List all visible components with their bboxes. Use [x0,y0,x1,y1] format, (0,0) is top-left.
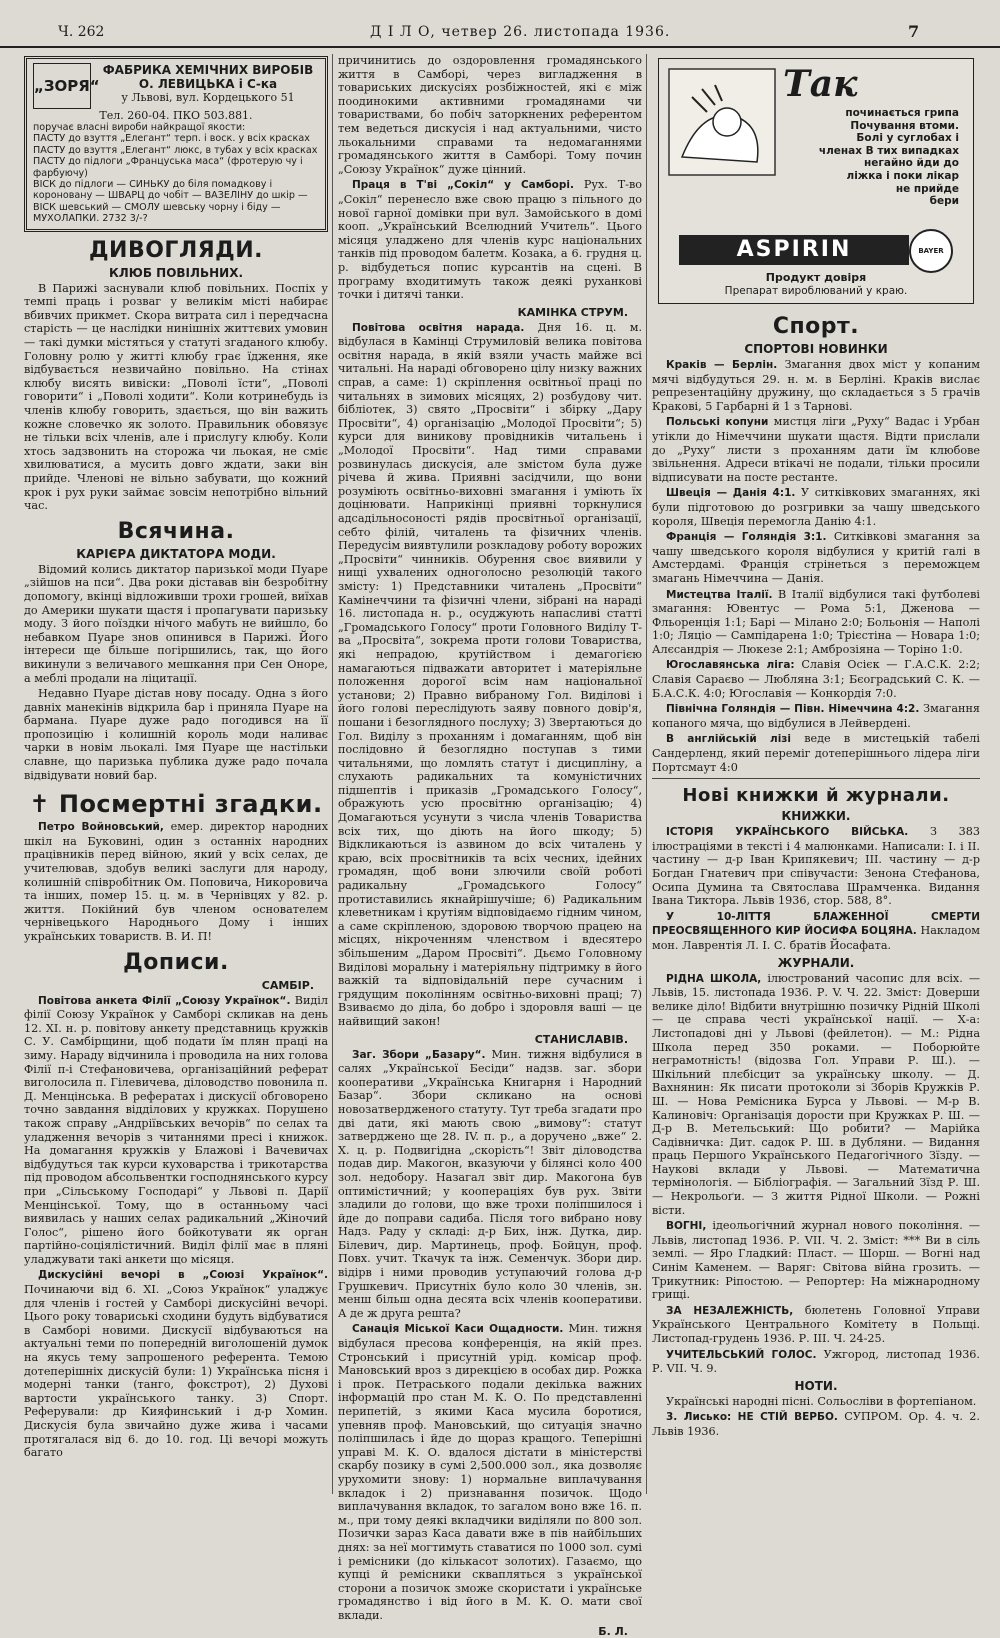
ad-telephone: Тел. 260-04. ПКО 503.881. [99,109,253,122]
article-body: Славія Осієк — Г.А.С.К. 2:2; Славія Сараєво — Любляна 3:1; Бєоградський С. К. — Б.А.С.К. 4:0; Югославія — Конкордія 7:0. [652,658,980,700]
article-body: мистця ліги „Руху“ Вадас і Урбан утікли до Німеччини шукати щастя. Відти прислали до „Руху“ листи з проханням дати їм клюбове звільнення. Адреси втікачі не подали, тільки просили відписувати на посте рестанте. [652,415,980,484]
sick-man-illustration [667,67,777,177]
article-lead: Санація Міської Каси Ощадности. [352,1323,564,1336]
music-description: СУПРОМ. Ор. 4. ч. 2. Львів 1936. [652,1410,980,1438]
article-body: Дня 16. ц. м. відбулася в Камінці Струмиловій велика повітова освітня нарада, в якій взяли участь майже всі читальні. На нараді обговорено цілу низку важних справ, а саме: 1) скріплення освітньої праці по читальнях в зимових місяцях, 2) розбудову чит. бібліотек, 3) свято „Просвіти“ і збірку „Дару Просвіти“, 4) організацію „Молодої Просвіти“; 5) курси для виникову провідників читальень і „Молодої Просвіти“. Над тими справами розвинулась дискусія, але змістом була дуже річева й жива. Приявні засідчили, що вони розуміють освітньо-виховні змагання і уміють їх доцінювати. Наприкінці приявні торкнулися адсадільносоності рядів просвітньої організації, себто філій, читалень та фізичних членів. Передусім виявтулили розкладову роботу ворожих „Просвіти“ чинників. Обурення своє виявили у нищі ухвалених одноголосно резолюцій такого змісту: 1) Представники читалень „Просвіти“ Камінеччини та фізичні члени, зібрані на нараді 16. листопада н. р., осуджують напасливі статті „Громадського Голосу“ проти Головного Виділу Т-ва „Просвіта“, зокрема проти голови Товариства, які непрадою, крутійством і демагогією намагаються підважати авторитет і матеріяльне положення дорогої всім нам національної установи; 2) Правно вибраному Гол. Виділові і його голові переслідують заяву повного довір'я, пошани і безоглядного послуху; 3) Звертаються до Гол. Виділу з проханням і домаганням, щоб він послідовно й безоглядно поступав з тими читальнями, що ломлять статут і дисципліну, а слухають радикальних та комуністичних підшептів і приказів „Громадського Голосу“, ображують усю просвітню організацію; 4) Домагаються усунути з числа членів Товариства всіх тих, що діють на його шкоду; 5) Відкликаються із азвином до всіх читалень у краю, всіх просвітників та всіх чесних, ідейних громадян, щоб вони злючили своїй роботі радикальну „Громадського Голосу“ протиставились якнайрішучіше; 6) Радикальним клеветникам і крутіям відповідаємо гідним чином, а саме скріпленою, здоровою творчою працею на місцях, нікроченням членством і вдесятеро збільшеним „Даром Просвіті“. Дьємо Головному Виділові моральну і матеріяльну підтримку в його важкій та відповідальній пере сучасним і грядущим поколінням освітньо-виховні праці; 7) Взиваємо до діла, бо добро і здоровля ваші — це найвищий закон! [338,320,642,1028]
zorya-advertisement [24,56,328,232]
article-body: Рух. Т-во „Сокіл“ перенесло вже свою працю з пільного до нової гарної домівки при вул. Замойського в домі коoп. „Український Вселюдний Учитель“. Цього місяця уладжено для членів курс національних танків під проводом балетм. Козака, а 6. грудня ц. р. відбудеться попис курсантів на сцені. В програму входитимуть також деякі руханкові точки і дитячі танки. [338,178,642,302]
ad-line: членах В тих випадках негайно йди до [818,144,959,170]
article-body: Виділ філії Союзу Українок у Самборі скликав на день 12. XI. н. р. повітову анкету представниць кружків С. У. Самбірщини, щоб подати їм плян праці на зиму. Нараду відчинила і проводила на них голова Філії п-і Стефановичева, організаційний реферат виголосила п. Гілевичева, діловодство повонила п. Д. Менцінська. В рефератах і дискусії обговорено точно завдання відділових у кружках. Порушено також справу „Андріївських вечорів“ по селах та уладження вечорів з читаннями пресі і книжок. На домагання кружків у Блажові і Вачевичах відбудуться так курси куховарства і трикотарства під проводом абсольвентки господнянського курсу при „Сільському Господарі“ у Львові п. Дарії Менцінської. Тому, що в останньому часі виявилась у наших селах радикальний „Жіночий Голос“, рішено його бойкотувати як орган партійно-соціялістичний. Виділ філії має в пляні уладжувати такі анкети що місяця. [24,993,328,1266]
article-lead: Заг. Збори „Базару“. [352,1048,486,1061]
journal-description: ілюстрований часопис для всіх. — Львів, 15. листопада 1936. Р. V. Ч. 22. Зміст: Доверши велике діло! Відбити внутрішню позичку Рідній Школі — це справа честі української нації. — Х-а: Листопадові дні у Львові (фейлетон). — М.: Рідна Школа перед 350 роками. — Поборюйте неграмотність! (відозва Гол. Управи Р. Ш.). — Шкільний плєбісцит за українську школу. — Д. Вахнянин: Як писати протоколи зі Зборів Кружків Р. Ш. — Нова Ремісника Бурса у Львові. — М-р В. Калиновіч: Організація дорости при Кружках Р. Ш. — Д-р В. Метельський: Що робити? — Марійка Садівничка: Дит. садок Р. Ш. в Дубляни. — Видання праць Першого Українського Педагогічного Зїзду. — Наукові вклади у Львові. — Математична термінологія. — Бібліографія. — Загальний Зїзд Р. Ш. — Некрольоґи. — З життя Рідної Школи. — Рожні вісти. [652,971,981,1217]
ad-address: у Львові, вул. Кордецького 51 [121,91,295,104]
journal-description: Ужгород, листопад 1936. Р. VII. Ч. 9. [652,1347,980,1376]
zorya-logo: „ЗОРЯ“ [33,63,91,109]
article-body: веде в мистецькій табелі Сандерленд, який переміг дотеперішнього лідера ліги Портсмаут 4:0 [652,732,980,774]
ad-line: ВІСК до підлоги — СИНЬКУ до біля помадкову і короновану — ШВАРЦ до чобіт — ВАЗЕЛІНУ до шкір — ВІСК шевський — СМОЛУ шевську чорну і біду — МУХОЛАПКИ. 2732 3/-? [33,179,308,225]
section-heading-obituaries: ✝ Посмертні згадки. [29,790,323,819]
journal-title: РІДНА ШКОЛА, [666,972,762,985]
section-heading-curiosities: ДИВОГЛЯДИ. [88,237,264,263]
article-body: Недавно Пуаре дістав нову посаду. Одна з його давніх манекінів відкрила бар і приняла Пуаре на бармана. Пуаре дуже радо погодився на її пропозицію і колишній король моди наливає чарки в новім льокалі. Імя Пуаре ще настільки славне, що паризька публика дуже радо почала відвідувати новий бар. [24,687,328,782]
book-title: ІСТОРІЯ УКРАЇНСЬКОГО ВІЙСЬКА. [666,826,909,839]
ad-line: ліжка і поки лікар [846,169,959,182]
article-body: Мин. тижня відбулися в салях „Української Бесіди“ надзв. заг. збори кооперативи „Українська Книгарня і Народний Базар“. Збори скликано на основі новозатвердженого статуту. Тут треба згадати про дві дати, які мають свою „вимову“: статут затверджено ще 28. IV. п. р., а доручено „вже“ 2. X. ц. р. Подвигідна „скорість“! Звіт діловодства подав дир. Макогон, вказуючи у білянсі коло 400 зол. недобору. Назагал звіт дир. Макогона був оптимістичний; у коопераціях був рух. Звіти зладили до голови, що вже трохи поліпшилося і йде до поправи садиба. Після того вибрано нову Надз. Раду у складі: д-р Бих, інж. Дутка, дир. Білевич, дир. Мартинець, проф. Бойцун, проф. Повх. учит. Ткачук та інж. Семенчук. Збори дир. відірв і ними проводив уступаючий голова д-р Грушкевич. Присутніх було коло 30 членів, зн. менш більш одна десята всіх членів кооперативи. А де ж друга решта? [338,1047,642,1320]
section-heading-sport: Спорт. [772,314,860,339]
subheading-journals: ЖУРНАЛИ. [777,955,855,970]
article-lead: Праця в Т'ві „Сокіл“ у Самборі. [352,179,575,192]
column-3 [652,54,980,1494]
music-title: 3. Лисько: НЕ СТІЙ ВЕРБО. [666,1411,838,1424]
article-lead: Дискусійні вечорі в „Союзі Українок“. [38,1269,328,1282]
journal-description: бюлетень Головної Управи Українського Центрального Комітету в Польщі. Листопад-грудень 1936. Р. III. Ч. 24-25. [652,1303,980,1345]
ad-title: ФАБРИКА ХЕМІЧНИХ ВИРОБІВ [102,63,314,77]
ad-line: Болі у суглобах і [856,132,959,145]
journal-title: УЧИТЕЛЬСЬКИЙ ГОЛОС. [666,1348,817,1361]
ad-line: ПАСТУ до взуття „Елегант“ люкс, в тубах у всіх красках [33,144,318,156]
aspirin-brand: ASPIRIN [679,235,909,265]
ad-text-block [777,107,959,208]
ad-footer-2: Препарат вироблюваний у краю. [724,285,908,297]
obituary-name: Петро Войновський, [38,821,164,834]
signature: Б. Л. [598,1624,628,1638]
journal-title: ВОГНІ, [666,1220,707,1233]
section-heading-new-books: Нові книжки й журнали. [682,785,950,807]
ad-line: не прийде [895,182,959,195]
page-number: 7 [908,22,920,41]
masthead-date: Д І Л О, четвер 26. листопада 1936. [370,24,671,40]
article-body: Відомий колись диктатор паризької моди Пуаре „зійшов на пси“. Два роки діставав він безробітну допомогу, вкінці відложивши трохи грошей, виїхав до Америки шукати щастя і пропагувати паризьку моду. З його поїздки нічого мабуть не вийшло, бо небавком Пуаре знов опинився в Парижі. Його інтереси ще більше погіршились, так, що його викинули з величавого мешкання при Сен Оноре, а меблі продали на ліцитації. [24,562,328,685]
article-body: причинитись до оздоровлення громадянського життя в Самборі, через вигладження в товариських дискусіях розбіжностей, які є між поодинокими активними громадянами чи товариствами, бо побіч заторкнених референтом тем ведеться дискусія і над актуальними, чисто льокальними справами та недомаганнями громадянського життя в Самборі. Тому почин „Союзу Українок“ дуже цінний. [338,54,642,176]
issue-number: Ч. 262 [58,24,105,40]
article-body: Змагання копаного мяча, що відбулися в Лейвердені. [652,702,980,730]
ad-line: ПАСТУ до підлоги „Француська маса“ (фротерую чу і фарбуючу) [33,156,303,179]
article-lead: Швеція — Данія 4:1. [666,487,796,500]
article-body: Починаючи від 6. XI. „Союз Українок“ уладжує для членів і гостей у Самборі дискусійні вечорі. Цього року товариські сходини будуть відбуватися в Самборі новими. Дискусії відбуваються на актуальні теми по попередній виголошеній думок на якусь тему запрошеного референта. Темою дотеперішніх дискусій були: 1) Українська пісня і модерні танки (танго, фокстрот), 2) Духові вартости українського танку. 3) Спорт. Реферували: др Кияфинський і д-р Хомин. Дискусія була звичайно дуже жива і часами протягалася від 6. до 10. год. Ці вечорі можуть багато [24,1283,328,1460]
journal-title: ЗА НЕЗАЛЕЖНІСТЬ, [666,1304,794,1317]
ad-exclamation: Так [783,63,858,105]
article-body: Ситківкові змагання за чашу шведського короля відбулися у критій галі в Амстердамі. Франція стрінеться з переможцем змагань Німеччина — Данія. [652,530,980,585]
book-description: З 383 ілюстраціями в тексті і 4 малюнками. Написали: І. і II. частину — д-р Іван Крипякевич; III. частину — д-р Богдан Гнатевич при співучасти: Зенона Стефанова, Осипа Думина та Святослава Шрамченка. Видання Івана Тиктора. Львів 1936, стор. 588, 8°. [652,825,980,908]
section-heading-miscellany: Всячина. [117,518,235,544]
ad-line: ПАСТУ до взуття „Елегант“ терп. і воск. у всіх красках [33,133,310,145]
page-header [0,22,1000,48]
article-title-fashion-dictator: КАРІЄРА ДИКТАТОРА МОДИ. [76,546,276,561]
article-body: В Італії відбулися такі футболеві змагання: Ювентус — Рома 5:1, Дженова — Фльоренція 1:1; Барі — Мілано 2:0; Больонія — Наполі 1:0; Ляціо — Сампідарена 1:0; Трієстіна — Новара 1:0; Алєсандрія — Люкезе 2:1; Амброзіяна — Торіно 1:0. [652,587,980,656]
article-lead: Югославянська ліга: [666,659,795,672]
subheading-books: КНИЖКИ. [781,809,851,824]
article-lead: Мистецтва Італії. [666,588,773,601]
article-body: Мин. тижня відбулася пресова конференція, на якій през. Стронський і присутній урід. комісар проф. Мановський вроз з дирекцією в особах дир. Рожка і прок. Петраського подали декілька важних інформацій про стан М. К. О. По представленні перипетій, з якими Каса мусила боротися, упевняв проф. Мановський, що ситуація значно поліпшилась і йде до щораз кращого. Теперішні управі М. К. О. вдалося дістати в міністерстві скарбу позику в сумі 2,500.000 зол., яка дозволяє урухомити знову: 1) нормальне виплачування вкладок і 2) признавання позичок. Щодо виплачування вкладок, то загалом воно вже 16. п. м., при тому деякі вкладчики виділяли по 800 зол. Позички зараз Каса давати вже в пів найбільших днях: за неї могтимуть ставатися по 1000 зол. сумі і ремісники (до кількасот золотих). Газаємо, що купці й ремісники сквапляться з української сторони а позичок зможе скористати і українське громадянство і від його в М. К. О. мати свої вклади. [338,1322,642,1622]
article-body: В Парижі заснували клюб повільних. Поспіх у темпі праць і розваг у великім місті набирає вбивчих прикмет. Скора витрата сил і передчасна старість — це наслідки нинішніх життєвих умовин — такі думки містяться у статуті згаданого клюбу. Головну ролю у житті клюбу грає їдження, яке відбувається незвичайно повільно. На стінах клюбу висять вивіски: „Поволі їсти“, „Поволі говорити“ і „Поволі ходити“. Коли котринебудь із членів клюбу говорить, здається, що він важить кожне словечко як золото. Правильник обовязує не тільки всіх членів, але і прислугу клюбу. Коли хтось задзвонить на сторожа чи льокая, не сміє хвилюватися, а мусить довго ждати, заки він прийде. Членові не вільно забувати, що кожний крок і рух руки займає зовсім непотрібно вільний час. [24,281,328,513]
ad-line: бери [929,195,959,208]
dateline-stanyslaviv: СТАНИСЛАВІВ. [534,1032,628,1046]
divider [652,778,980,779]
section-heading-correspondence: Дописи. [123,949,229,975]
article-lead: Повітова освітня нарада. [352,321,525,334]
dateline-kaminka: КАМІНКА СТРУМ. [517,305,628,319]
column-rule [646,54,647,1494]
article-title-slow-club: КЛЮБ ПОВІЛЬНИХ. [108,265,244,280]
aspirin-advertisement [658,58,974,304]
journal-description: ідеольогічний журнал нового покоління. — Львів, листопад 1936. Р. VII. Ч. 2. Зміст: *** Ви в сіль землі. — Яро Гладкий: Пласт. — Шорш. — Вогні над Синім Каменем. — Варяг: Світова війна грозить. — Трикутник: Ріпостою. — Репортер: На міжнародному грищі. [652,1219,980,1302]
article-lead: Північна Голяндія — Півн. Німеччина 4:2. [666,703,920,716]
ad-owner: О. ЛЕВИЦЬКА і С-ка [138,77,278,91]
article-lead: Польські копуни [666,416,769,429]
obituary-text: емер. директор народних шкіл на Буковині, один з останніх народних працівників перед війною, який у всіх селах, де учителював, здобув великі заслуги для народу, колишній співробітник Ом. Поповича, Никоровича та інших, помер 15. ц. м. в Чернівцях у 82. р. життя. Покійний був членом основателем чернівецького Народнього Дому і інших українських товариств. В. И. П! [24,820,328,943]
subheading-sheet-music: НОТИ. [794,1378,838,1393]
bayer-cross-logo: BAYER [909,229,953,273]
music-description: Українські народні пісні. Сольосліви в фортепіаном. [666,1394,977,1408]
article-lead: Франція — Голяндія 3:1. [666,531,827,544]
ad-footer-1: Продукт довіря [765,271,867,284]
ad-line: поручає власні вироби найкращої якости: [33,122,246,133]
article-lead: В англійській лізі [666,733,792,746]
book-title: У 10-ЛІТТЯ БЛАЖЕННОЇ СМЕРТИ ПРЕОСВЯЩЕННОГО КИР ЙОСИФА БОЦЯНА. [652,910,980,938]
ad-line: починається грипа [845,107,959,119]
article-body: У ситківкових змаганнях, які були підготовою до розгривки за чашу шведського короля, Швеція перемогла Данію 4:1. [652,486,980,528]
dateline-sambir: САМБІР. [261,978,314,992]
article-lead: Краків — Берлін. [666,359,778,371]
book-description: Накладом мон. Лаврентія Л. І. С. братів Йосафата. [652,924,981,952]
article-title-sport-news: СПОРТОВІ НОВИНКИ [744,342,888,356]
ad-line: Почування втоми. [850,119,959,132]
column-1 [24,54,328,1494]
article-lead: Повітова анкета Філії „Союзу Українок“. [38,994,291,1007]
column-2 [338,54,642,1638]
article-body: Змагання двох міст у копаним мячі відбудуться 29. н. м. в Берліні. Краків вислає репрезентаційну дружину, що складається з 5 грачів Кракові, 5 Гарбарні й 1 з Тарнові. [652,358,980,413]
column-rule [332,54,333,1494]
